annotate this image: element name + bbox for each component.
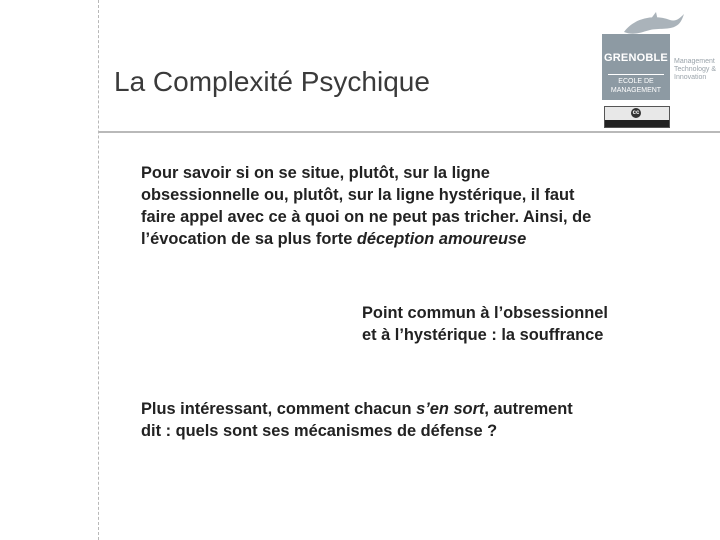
slide-title: La Complexité Psychique (114, 66, 430, 97)
paragraph-common-point (362, 302, 662, 346)
paragraph-line: obsessionnelle ou, plutôt, sur la ligne hystérique, il faut (141, 186, 575, 204)
emphasis-text: s’en sort (416, 400, 485, 418)
school-line-1: ECOLE DE (618, 78, 654, 85)
paragraph-line (141, 228, 661, 250)
paragraph-line (141, 398, 661, 420)
tagline-line-2: Technology & (674, 66, 717, 73)
creative-commons-badge (604, 106, 670, 128)
cc-icon: cc (632, 110, 640, 116)
grenoble-badge (602, 34, 670, 100)
badge-rule (608, 74, 664, 75)
text-run: l’évocation de sa plus forte (141, 230, 357, 248)
school-line-2: MANAGEMENT (610, 87, 662, 94)
paragraph-line: Point commun à l’obsessionnel (362, 304, 608, 322)
left-dashed-guide (98, 0, 99, 540)
cc-license-bar (605, 120, 669, 127)
school-logo (602, 8, 720, 133)
tagline-line-1: Management (674, 58, 715, 65)
paragraph-line: et à l’hystérique : la souffrance (362, 326, 604, 344)
school-name: GRENOBLE (604, 52, 668, 64)
paragraph-distinction (141, 162, 661, 250)
emphasis-text: déception amoureuse (356, 230, 527, 248)
paragraph-line: dit : quels sont ses mécanismes de défense ? (141, 422, 498, 440)
paragraph-line: faire appel avec ce à quoi on ne peut pas tricher. Ainsi, de (141, 208, 592, 226)
text-run: Plus intéressant, comment chacun (141, 400, 417, 418)
text-run: , autrement (484, 400, 573, 418)
paragraph-line: Pour savoir si on se situe, plutôt, sur la ligne (141, 164, 490, 182)
paragraph-defense-mechanisms (141, 398, 661, 442)
tagline-line-3: Innovation (674, 74, 707, 81)
